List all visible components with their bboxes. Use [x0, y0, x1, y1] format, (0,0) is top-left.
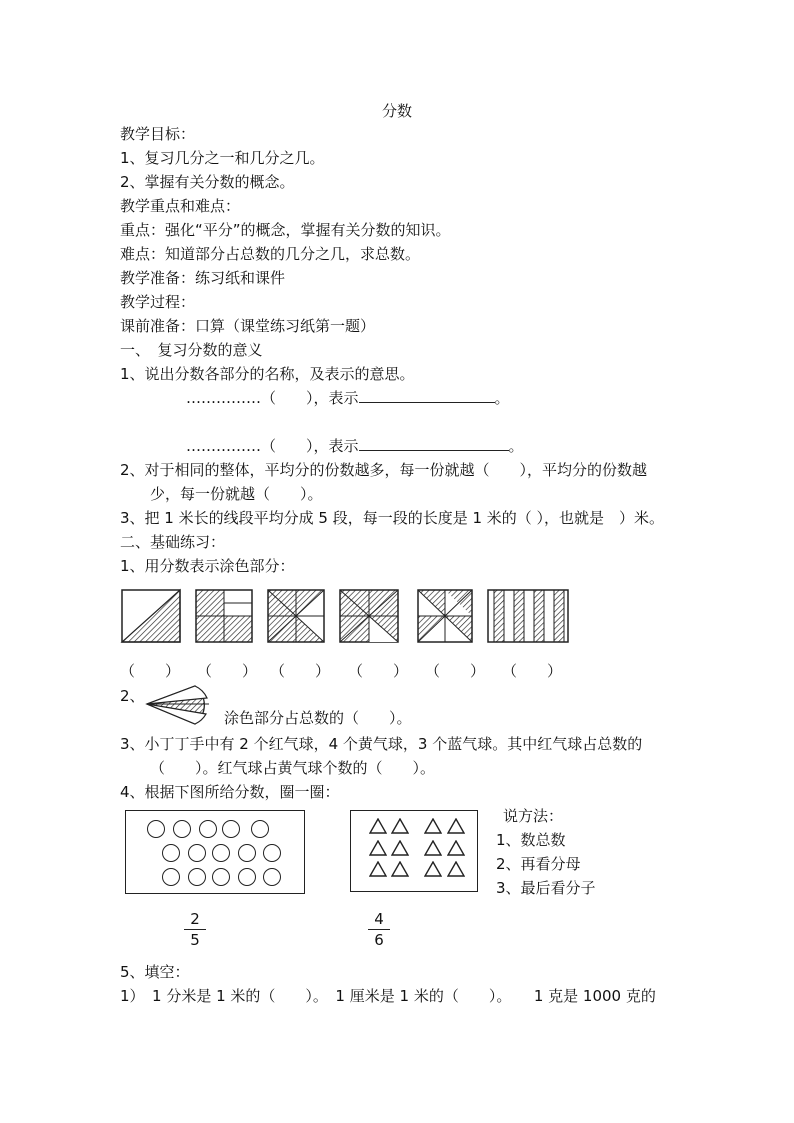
fraction-part-line-1: [186, 388, 510, 408]
shape-answer-2[interactable]: （ ）: [197, 662, 258, 680]
exercise-2-number: 2、: [120, 687, 145, 705]
triangle-shape[interactable]: [369, 861, 387, 877]
page-title: 分数: [381, 102, 412, 120]
circle-shape[interactable]: [263, 868, 281, 886]
circle-shape[interactable]: [212, 868, 230, 886]
method-step-1: 1、数总数: [496, 831, 566, 849]
exercise-5: 5、填空：: [120, 963, 190, 981]
fraction-part-label-2: ……………（ ），表示: [186, 437, 359, 455]
circle-shape[interactable]: [147, 820, 165, 838]
shape-1: [122, 590, 180, 642]
fraction-triangles: [364, 910, 394, 949]
circle-shape[interactable]: [173, 820, 191, 838]
fan-shape: [143, 684, 213, 734]
exercise-3-cont: （ ）。红气球占黄气球个数的（ ）。: [150, 759, 436, 777]
exercise-3: 3、小丁丁手中有 2 个红气球，4 个黄气球，3 个蓝气球。其中红气球占总数的: [120, 735, 643, 753]
triangle-shape[interactable]: [447, 861, 465, 877]
fraction-part-label-1: ……………（ ），表示: [186, 389, 359, 407]
triangle-shape[interactable]: [447, 840, 465, 856]
shape-answer-6[interactable]: （ ）: [502, 662, 563, 680]
circle-shape[interactable]: [222, 820, 240, 838]
fraction-denominator: 6: [374, 931, 384, 949]
method-step-2: 2、再看分母: [496, 855, 581, 873]
shape-3: [268, 590, 324, 642]
triangle-shape[interactable]: [424, 840, 442, 856]
section-1-heading: 一、 复习分数的意义: [120, 341, 263, 359]
process-heading: 教学过程：: [120, 293, 196, 311]
circle-shape[interactable]: [162, 844, 180, 862]
circle-shape[interactable]: [162, 868, 180, 886]
fraction-bar: [368, 929, 390, 930]
triangle-shape[interactable]: [369, 818, 387, 834]
question-2-cont: 少，每一份就越（ ）。: [150, 485, 323, 503]
circle-shape[interactable]: [263, 844, 281, 862]
shape-answer-3[interactable]: （ ）: [270, 662, 331, 680]
shape-2: [196, 590, 252, 642]
circle-shape[interactable]: [199, 820, 217, 838]
circle-shape[interactable]: [238, 844, 256, 862]
fraction-numerator: 2: [190, 910, 200, 928]
objective-1: 1、复习几分之一和几分之几。: [120, 149, 325, 167]
shape-answer-4[interactable]: （ ）: [348, 662, 409, 680]
fraction-circles: [180, 910, 210, 949]
focus-heading: 教学重点和难点：: [120, 197, 241, 215]
objectives-heading: 教学目标：: [120, 125, 196, 143]
circle-shape[interactable]: [188, 868, 206, 886]
exercise-4: 4、根据下图所给分数，圈一圈：: [120, 783, 340, 801]
triangle-shape[interactable]: [424, 818, 442, 834]
fraction-part-line-2: [186, 436, 524, 456]
preparation: 教学准备：练习纸和课件: [120, 269, 286, 287]
exercise-1: 1、用分数表示涂色部分：: [120, 557, 295, 575]
exercise-5-item-1: 1） 1 分米是 1 米的（ ）。 1 厘米是 1 米的（ ）。 1 克是 1000 克的: [120, 987, 656, 1005]
period-2: 。: [508, 437, 524, 455]
circle-shape[interactable]: [238, 868, 256, 886]
warmup: 课前准备：口算（课堂练习纸第一题）: [120, 317, 376, 335]
circle-shape[interactable]: [251, 820, 269, 838]
triangle-shape[interactable]: [391, 840, 409, 856]
difficulty: 难点：知道部分占总数的几分之几，求总数。: [120, 245, 421, 263]
triangle-shape[interactable]: [391, 818, 409, 834]
shape-4: [340, 590, 398, 642]
circle-shape[interactable]: [212, 844, 230, 862]
question-1: 1、说出分数各部分的名称，及表示的意思。: [120, 365, 415, 383]
method-step-3: 3、最后看分子: [496, 879, 596, 897]
circle-shape[interactable]: [188, 844, 206, 862]
key-point: 重点：强化“平分”的概念，掌握有关分数的知识。: [120, 221, 451, 239]
period-1: 。: [494, 389, 510, 407]
shape-6: [488, 590, 568, 642]
shape-answer-1[interactable]: （ ）: [120, 662, 181, 680]
shape-answer-5[interactable]: （ ）: [425, 662, 486, 680]
question-2: 2、对于相同的整体，平均分的份数越多，每一份就越（ ），平均分的份数越: [120, 461, 648, 479]
objective-2: 2、掌握有关分数的概念。: [120, 173, 295, 191]
method-title: 说方法：: [503, 807, 564, 825]
section-2-heading: 二、基础练习：: [120, 533, 226, 551]
shape-5: [418, 590, 472, 642]
triangle-shape[interactable]: [447, 818, 465, 834]
triangle-shape[interactable]: [369, 840, 387, 856]
fraction-bar: [184, 929, 206, 930]
question-3: 3、把 1 米长的线段平均分成 5 段，每一段的长度是 1 米的（ ），也就是 ）米。: [120, 509, 665, 527]
answer-blank-2[interactable]: [359, 436, 509, 451]
shaded-shapes: [118, 584, 588, 654]
fraction-numerator: 4: [374, 910, 384, 928]
triangle-shape[interactable]: [391, 861, 409, 877]
fraction-denominator: 5: [190, 931, 200, 949]
answer-blank-1[interactable]: [359, 388, 495, 403]
exercise-2: 涂色部分占总数的（ ）。: [224, 709, 412, 727]
triangle-shape[interactable]: [424, 861, 442, 877]
